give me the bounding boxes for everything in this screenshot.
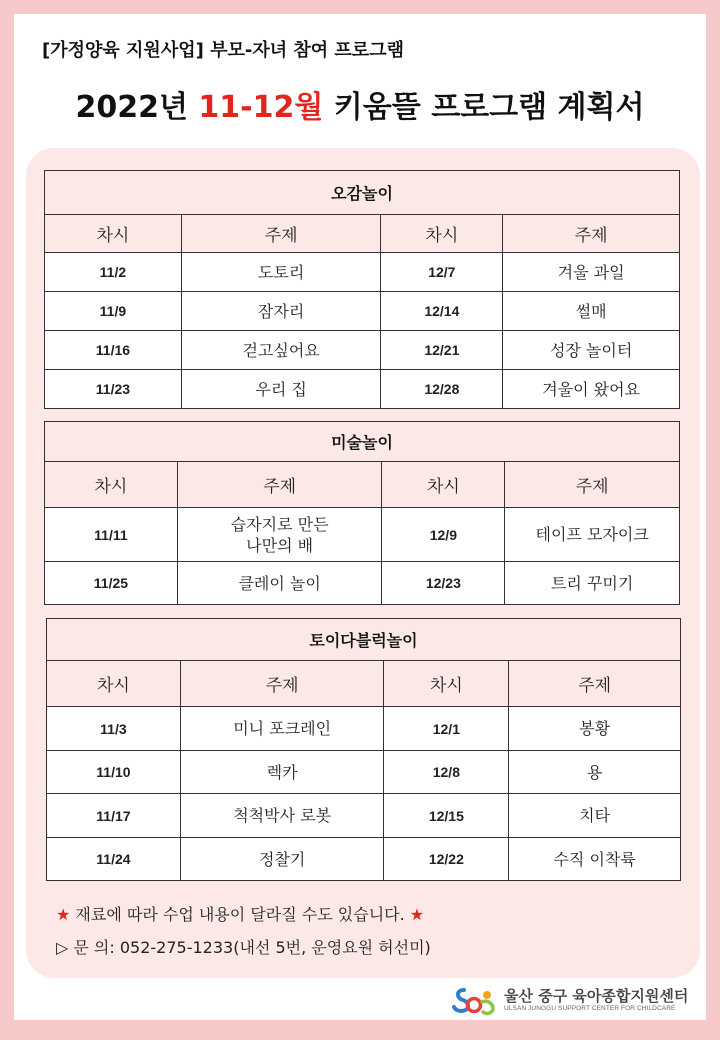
column-header-topic: 주제 xyxy=(177,462,382,508)
table-row xyxy=(45,370,680,409)
session-date: 12/23 xyxy=(382,562,505,605)
session-topic-line: 나만의 배 xyxy=(246,535,314,555)
session-topic: 트리 꾸미기 xyxy=(505,562,680,605)
program-subtitle: [가정양육 지원사업] 부모-자녀 참여 프로그램 xyxy=(42,40,404,61)
session-topic: 척척박사 로봇 xyxy=(180,794,384,838)
column-header-topic: 주제 xyxy=(180,661,384,707)
session-date: 12/15 xyxy=(384,794,509,838)
session-topic: 성장 놀이터 xyxy=(503,331,680,370)
session-date: 11/3 xyxy=(47,707,181,751)
material-notice xyxy=(56,902,424,925)
star-icon: ★ xyxy=(56,905,71,924)
session-topic: 잠자리 xyxy=(181,292,381,331)
session-topic: 우리 집 xyxy=(181,370,381,409)
center-name-english: ULSAN JUNGGU SUPPORT CENTER FOR CHILDCARE xyxy=(504,1005,676,1012)
session-date: 11/17 xyxy=(47,794,181,838)
session-topic: 겨울 과일 xyxy=(503,253,680,292)
table-row xyxy=(45,562,680,605)
session-topic: 수직 이착륙 xyxy=(509,838,681,881)
session-topic: 클레이 놀이 xyxy=(177,562,382,605)
session-date: 11/24 xyxy=(47,838,181,881)
session-topic: 봉황 xyxy=(509,707,681,751)
session-date: 12/7 xyxy=(381,253,503,292)
column-header-session: 차시 xyxy=(382,462,505,508)
center-logo xyxy=(452,984,692,1018)
session-date: 12/21 xyxy=(381,331,503,370)
star-icon: ★ xyxy=(409,905,425,924)
table-row xyxy=(45,253,680,292)
session-date: 12/14 xyxy=(381,292,503,331)
table-row xyxy=(47,707,681,751)
title-month-range: 11-12월 xyxy=(198,90,324,125)
column-header-session: 차시 xyxy=(47,661,181,707)
session-topic: 치타 xyxy=(509,794,681,838)
session-date: 11/11 xyxy=(45,508,178,562)
center-logo-icon xyxy=(452,984,496,1018)
notice-text: 재료에 따라 수업 내용이 달라질 수도 있습니다. xyxy=(70,905,405,924)
column-header-topic: 주제 xyxy=(503,215,680,253)
session-date: 12/9 xyxy=(382,508,505,562)
session-date: 11/16 xyxy=(45,331,182,370)
session-date: 12/22 xyxy=(384,838,509,881)
title-prefix: 2022년 xyxy=(75,90,199,125)
session-topic: 용 xyxy=(509,751,681,794)
center-name: 울산 중구 육아종합지원센터 xyxy=(504,987,689,1005)
table-row xyxy=(47,838,681,881)
session-topic: 도토리 xyxy=(181,253,381,292)
session-topic xyxy=(177,508,382,562)
table-category-title: 토이다블럭놀이 xyxy=(47,619,681,661)
session-date: 11/23 xyxy=(45,370,182,409)
session-date: 11/2 xyxy=(45,253,182,292)
table-category-title: 미술놀이 xyxy=(45,422,680,462)
column-header-topic: 주제 xyxy=(181,215,381,253)
session-topic: 걷고싶어요 xyxy=(181,331,381,370)
inquiry-contact: ▷ 문 의: 052-275-1233(내선 5번, 운영요원 허선미) xyxy=(56,938,431,957)
session-topic: 정찰기 xyxy=(180,838,384,881)
sensory-play-table xyxy=(44,170,680,409)
block-play-table xyxy=(46,618,681,881)
table-row xyxy=(47,751,681,794)
table-row xyxy=(45,508,680,562)
table-row xyxy=(45,331,680,370)
art-play-table xyxy=(44,421,680,605)
session-date: 12/1 xyxy=(384,707,509,751)
table-row xyxy=(45,292,680,331)
session-topic: 렉카 xyxy=(180,751,384,794)
table-row xyxy=(47,794,681,838)
session-topic-line: 습자지로 만든 xyxy=(230,514,329,534)
page-title xyxy=(0,82,720,126)
column-header-session: 차시 xyxy=(381,215,503,253)
session-topic: 겨울이 왔어요 xyxy=(503,370,680,409)
session-date: 11/10 xyxy=(47,751,181,794)
column-header-topic: 주제 xyxy=(505,462,680,508)
column-header-session: 차시 xyxy=(45,215,182,253)
session-date: 11/25 xyxy=(45,562,178,605)
session-date: 12/8 xyxy=(384,751,509,794)
session-date: 11/9 xyxy=(45,292,182,331)
session-topic: 테이프 모자이크 xyxy=(505,508,680,562)
title-suffix: 키움뜰 프로그램 계획서 xyxy=(323,90,645,125)
column-header-session: 차시 xyxy=(384,661,509,707)
column-header-session: 차시 xyxy=(45,462,178,508)
session-topic: 미니 포크레인 xyxy=(180,707,384,751)
session-date: 12/28 xyxy=(381,370,503,409)
session-topic: 썰매 xyxy=(503,292,680,331)
column-header-topic: 주제 xyxy=(509,661,681,707)
table-category-title: 오감놀이 xyxy=(45,171,680,215)
